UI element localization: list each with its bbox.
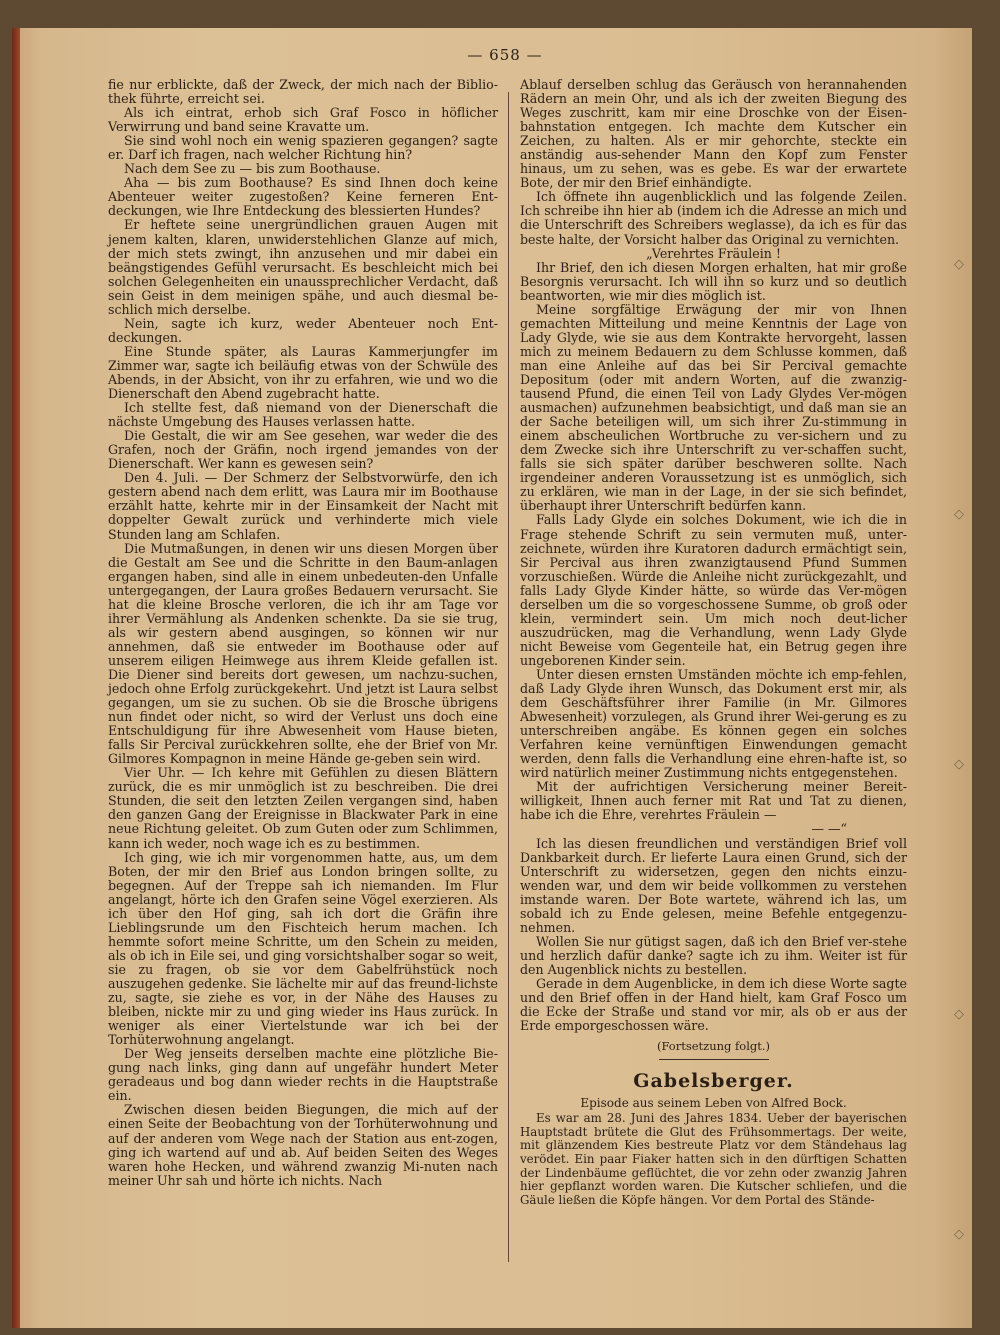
continued-note: (Fortsetzung folgt.) xyxy=(656,1039,771,1054)
paragraph: Die Gestalt, die wir am See gesehen, war weder die des Grafen, noch der Gräfin, noch irgend jemandes von der Dienerschaft. Wer kann es gewesen sein? xyxy=(108,428,498,472)
paragraph: Ich öffnete ihn augenblicklich und las folgende Zeilen. Ich schreibe ihn hier ab (indem ich die Adresse an mich und die Unterschrift des Schreibers weglasse), da ich es für das beste halte, der Vorsicht halber das Original zu vernichten. xyxy=(520,189,907,247)
letter-signature: — —“ xyxy=(811,821,847,837)
letter-paragraph: Mit der aufrichtigen Versicherung meiner Bereit-willigkeit, Ihnen auch ferner mit Rat und Tat zu dienen, habe ich die Ehre, verehrtes Fräulein — xyxy=(520,779,907,823)
book-spine xyxy=(12,28,20,1328)
paragraph: fie nur erblickte, daß der Zweck, der mich nach der Biblio-thek führte, erreicht sei. xyxy=(108,77,498,107)
page-number: — 658 — xyxy=(467,46,543,64)
edge-diamond-icon: ◇ xyxy=(954,1227,964,1242)
letter-salutation: „Verehrtes Fräulein ! xyxy=(646,245,781,261)
edge-diamond-icon: ◇ xyxy=(954,507,964,522)
paragraph: Aha — bis zum Boothause? Es sind Ihnen doch keine Abenteuer weiter zugestoßen? Keine ferneren Ent-deckungen, wie Ihre Entdeckung des blessierten Hundes? xyxy=(108,175,498,219)
paragraph: Als ich eintrat, erhob sich Graf Fosco in höflicher Verwirrung und band seine Kravatte um. xyxy=(108,105,498,135)
paragraph: Ich ging, wie ich mir vorgenommen hatte, aus, um dem Boten, der mir den Brief aus London bringen sollte, zu begegnen. Auf der Treppe sah ich niemanden. Im Flur angelangt, hörte ich den Grafen seine Vögel exerzieren. Als ich über den Hof ging, sah ich dort die Gräfin ihre Lieblingsrunde um den Fischteich herum machen. Ich hemmte sofort meine Schritte, um den Schein zu meiden, als ob ich in Eile sei, und ging vorsichtshalber sogar so weit, sie zu fragen, ob sie vor dem Gabelfrühstück noch auszugehen gedenke. Sie lächelte mir auf das freund-lichste zu, sagte, sie ziehe es vor, in der Nähe des Hauses zu bleiben, nickte mir zu und ging wieder ins Haus zurück. In weniger als einer Viertelstunde war ich bei der Torhüterwohnung angelangt. xyxy=(108,849,498,1048)
edge-diamond-icon: ◇ xyxy=(954,1007,964,1022)
diary-entry-paragraph: Vier Uhr. — Ich kehre mit Gefühlen zu diesen Blättern zurück, die es mir unmöglich ist zu beschreiben. Die drei Stunden, die seit den letzten Zeilen vergangen sind, haben den ganzen Gang der Ereignisse in Blackwater Park in eine neue Richtung geleitet. Ob zum Guten oder zum Schlimmen, kann ich weder, noch wage ich es zu bestimmen. xyxy=(108,765,498,851)
diary-entry-paragraph: Den 4. Juli. — Der Schmerz der Selbstvorwürfe, den ich gestern abend nach dem erlitt, was Laura mir im Boothause erzählt hatte, kehrte mir in der Einsamkeit der Nacht mit doppelter Gewalt zurück und verhinderte mich viele Stunden lang am Schlafen. xyxy=(108,470,498,542)
letter-paragraph: Unter diesen ernsten Umständen möchte ich emp-fehlen, daß Lady Glyde ihren Wunsch, das Dokument erst mir, als dem Geschäftsführer ihrer Familie (in Mr. Gilmores Abwesenheit) vorzulegen, als Grund ihrer Wei-gerung es zu unterschreiben angäbe. Es können gegen ein solches Verfahren keine vernünftigen Einwendungen gemacht werden, denn falls die Verhandlung eine ehren-hafte ist, so wird natürlich meiner Zustimmung nichts entgegenstehen. xyxy=(520,666,907,781)
paragraph: Er heftete seine unergründlichen grauen Augen mit jenem kalten, klaren, unwiderstehlichen Glanze auf mich, der mich stets zwingt, ihn anzusehen und mir dabei ein beängstigendes Gefühl verursacht. Es beschleicht mich bei solchen Gelegenheiten ein unaussprechlicher Verdacht, daß sein Geist in dem meinigen spähe, und auch diesmal be-schlich mich derselbe. xyxy=(108,217,498,317)
left-column xyxy=(108,78,498,1188)
paragraph: Ich stellte fest, daß niemand von der Dienerschaft die nächste Umgebung des Hauses verlassen hatte. xyxy=(108,400,498,430)
edge-diamond-icon: ◇ xyxy=(954,257,964,272)
paragraph: Zwischen diesen beiden Biegungen, die mich auf der einen Seite der Beobachtung von der Torhüterwohnung und auf der anderen vom Wege nach der Station aus ent-zogen, ging ich wartend auf und ab. Auf beiden Seiten des Weges waren hohe Hecken, und während zwanzig Mi-nuten nach meiner Uhr sah und hörte ich nichts. Nach xyxy=(108,1102,498,1188)
paragraph: Wollen Sie nur gütigst sagen, daß ich den Brief ver-stehe und herzlich dafür danke? sagte ich zu ihm. Weiter ist für den Augenblick nichts zu bestellen. xyxy=(520,933,907,977)
paragraph: Die Mutmaßungen, in denen wir uns diesen Morgen über die Gestalt am See und die Schritte in den Baum-anlagen ergangen haben, sind alle in einem unbedeuten-den Unfalle untergegangen, der Laura großes Bedauern verursacht. Sie hat die kleine Brosche verloren, die ich ihr am Tage vor ihrer Vermählung als Andenken schenkte. Da sie sie trug, als wir gestern abend ausgingen, so können wir nur annehmen, daß sie entweder im Boothause oder auf unserem eiligen Heimwege aus ihrem Kleide gefallen ist. Die Diener sind bereits dort gewesen, um nachzu-suchen, jedoch ohne Erfolg zurückgekehrt. Und jetzt ist Laura selbst gegangen, um sie zu suchen. Ob sie die Brosche übrigens nun findet oder nicht, so wird der Verlust uns doch eine Entschuldigung für ihre Abwesenheit vom Hause bieten, falls Sir Percival zurückkehren sollte, ehe der Brief von Mr. Gilmores Kompagnon in meine Hände ge-geben sein wird. xyxy=(108,540,498,767)
paragraph: Der Weg jenseits derselben machte eine plötzliche Bie-gung nach links, ging dann auf ungefähr hundert Meter geradeaus und bog dann wieder rechts in die Hauptstraße ein. xyxy=(108,1046,498,1104)
paragraph: Ablauf derselben schlug das Geräusch von herannahenden Rädern an mein Ohr, und als ich der zweiten Biegung des Weges zuschritt, kam mir eine Droschke von der Eisen-bahnstation entgegen. Ich machte dem Kutscher ein Zeichen, zu halten. Als er mir gehorchte, steckte ein anständig aus-sehender Mann den Kopf zum Fenster hinaus, um zu sehen, was es gebe. Es war der erwartete Bote, der mir den Brief einhändigte. xyxy=(520,77,907,191)
article-body xyxy=(520,1112,907,1207)
article-paragraph: Es war am 28. Juni des Jahres 1834. Ueber der bayerischen Hauptstadt brütete die Glut des Frühsommertags. Der weite, mit glänzendem Kies bestreute Platz vor dem Ständehaus lag verödet. Ein paar Fiaker hatten sich in den dürftigen Schatten der Lindenbäume geflüchtet, die vor zehn oder zwanzig Jahren hier gepflanzt worden waren. Die Kutscher schliefen, und die Gäule ließen die Köpfe hängen. Vor dem Portal des Stände- xyxy=(520,1111,907,1207)
right-column xyxy=(520,78,907,1207)
paragraph: Gerade in dem Augenblicke, in dem ich diese Worte sagte und den Brief offen in der Hand hielt, kam Graf Fosco um die Ecke der Straße und stand vor mir, als ob er aus der Erde emporgeschossen wäre. xyxy=(520,976,907,1034)
section-divider xyxy=(659,1059,769,1060)
letter-paragraph: Meine sorgfältige Erwägung der mir von Ihnen gemachten Mitteilung und meine Kenntnis der Lage von Lady Glyde, wie sie aus dem Kontrakte hervorgeht, lassen mich zu meinem Bedauern zu dem Schlusse kommen, daß man eine Anleihe auf das bei Sir Percival gemachte Depositum (oder mit andern Worten, auf die zwanzig-tausend Pfund, die einen Teil von Lady Glydes Ver-mögen ausmachen) aufzunehmen beabsichtigt, und daß man sie an der Sache beteiligen will, um sich ihrer Zu-stimmung in einem abscheulichen Wortbruche zu ver-sichern und zu dem Zwecke sich ihre Unterschrift zu ver-schaffen sucht, falls sie sich später darüber beschweren sollte. Nach irgendeiner anderen Voraussetzung ist es unmöglich, sich zu erklären, wie man in der Lage, in der sie sich befindet, überhaupt ihrer Unterschrift bedürfen kann. xyxy=(520,301,907,514)
paragraph: Sie sind wohl noch ein wenig spazieren gegangen? sagte er. Darf ich fragen, nach welcher Richtung hin? xyxy=(108,133,498,163)
article-subtitle: Episode aus seinem Leben von Alfred Bock. xyxy=(580,1096,847,1111)
edge-diamond-icon: ◇ xyxy=(954,757,964,772)
page-edge-marks xyxy=(944,28,972,1328)
paragraph: Nein, sagte ich kurz, weder Abenteuer noch Ent-deckungen. xyxy=(108,315,498,345)
paragraph: Ich las diesen freundlichen und verständigen Brief voll Dankbarkeit durch. Er lieferte Laura einen Grund, sich der Unterschrift zu widersetzen, gegen den nichts einzu-wenden war, und dem wir beide vollkommen zu verstehen imstande waren. Der Bote wartete, während ich las, um sobald ich zu Ende gelesen, meine Befehle entgegenzu-nehmen. xyxy=(520,835,907,935)
article-title: Gabelsberger. xyxy=(633,1070,794,1093)
column-divider xyxy=(508,92,509,1262)
paragraph: Eine Stunde später, als Lauras Kammerjungfer im Zimmer war, sagte ich beiläufig etwas von der Schwüle des Abends, in der Absicht, von ihr zu erfahren, wie und wo die Dienerschaft den Abend zugebracht hatte. xyxy=(108,343,498,402)
paragraph: Nach dem See zu — bis zum Boothause. xyxy=(124,161,381,177)
letter-paragraph: Falls Lady Glyde ein solches Dokument, wie ich die in Frage stehende Schrift zu sein vermuten muß, unter-zeichnete, würden ihre Kuratoren dadurch ermächtigt sein, Sir Percival aus ihren zwanzigtausend Pfund Summen vorzuschießen. Würde die Anleihe nicht zurückgezahlt, und falls Lady Glyde Kinder hätte, so würde das Ver-mögen derselben um die so vorgeschossene Summe, ob groß oder klein, vermindert sein. Um mich noch deut-licher auszudrücken, mag die Verhandlung, wenn Lady Glyde nicht Beweise vom Gegenteile hat, ein Betrug gegen ihre ungeborenen Kinder sein. xyxy=(520,512,907,668)
letter-paragraph: Ihr Brief, den ich diesen Morgen erhalten, hat mir große Besorgnis verursacht. Ich will ihn so kurz und so deutlich beantworten, wie mir dies möglich ist. xyxy=(520,259,907,303)
